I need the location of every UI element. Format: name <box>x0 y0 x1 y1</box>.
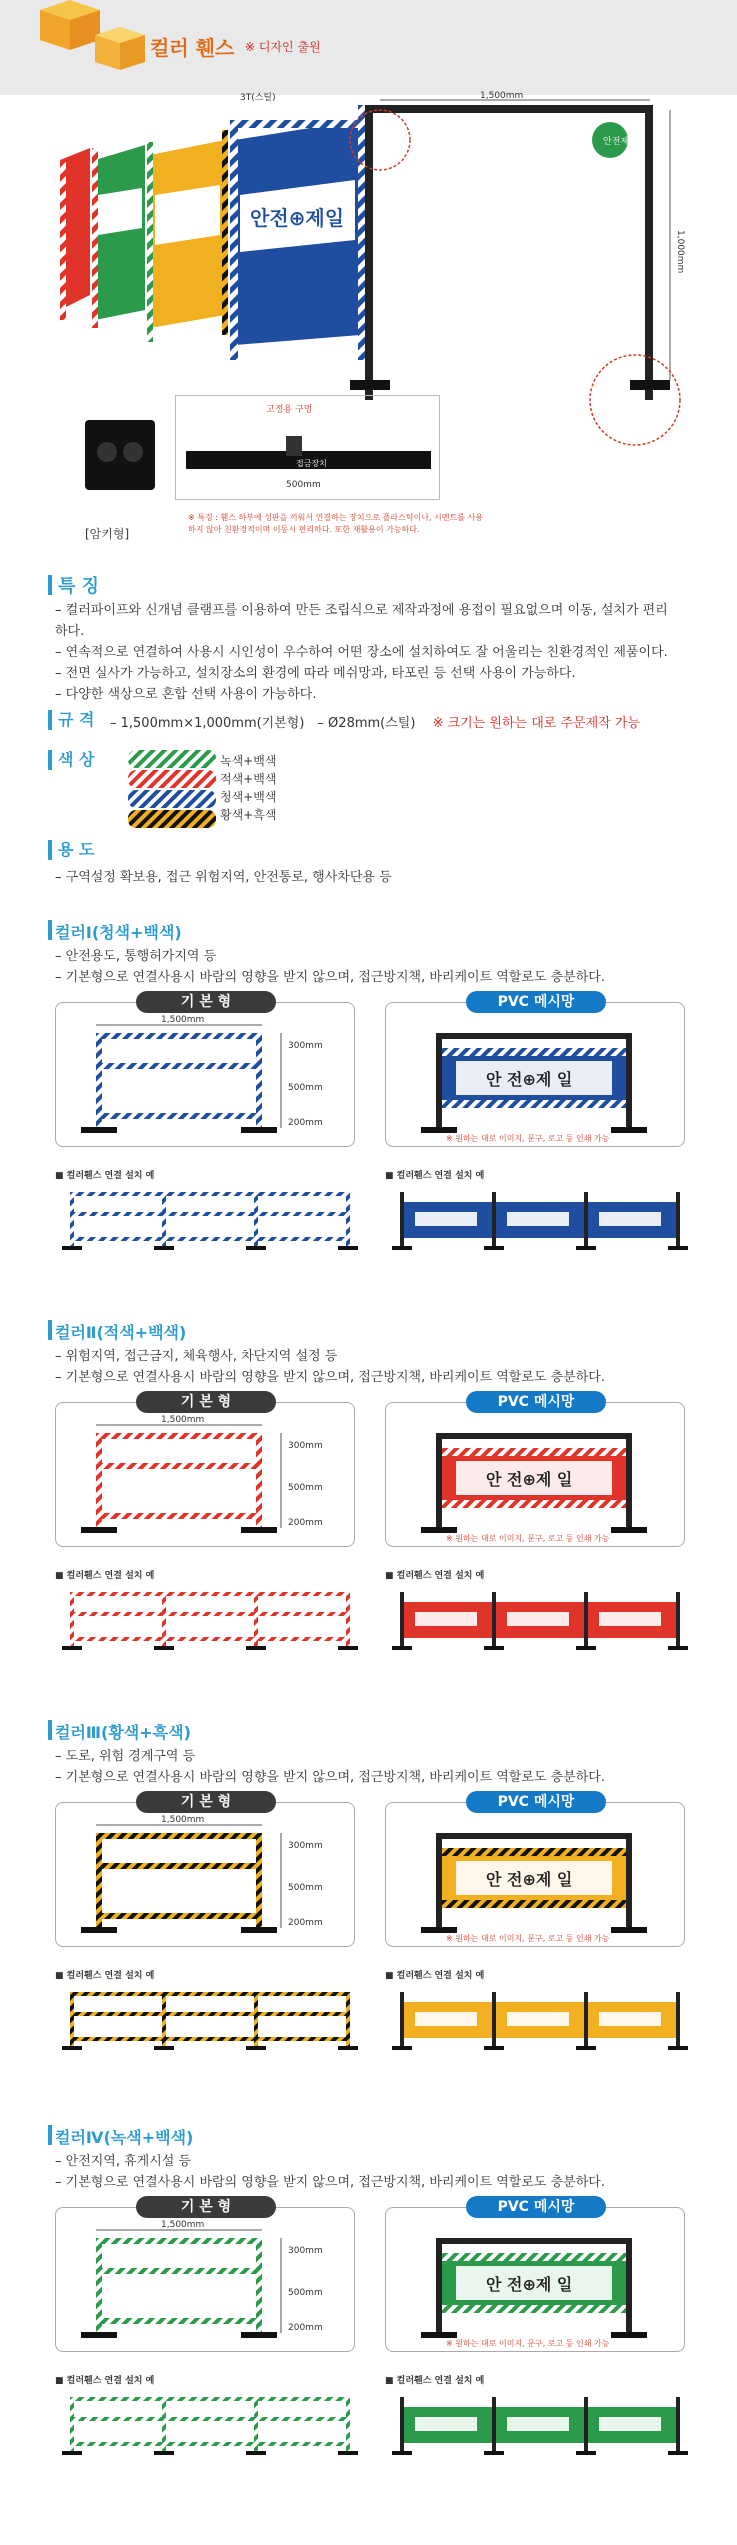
install-example-basic <box>55 1582 355 1662</box>
color-option: 적색+백색 <box>220 772 277 786</box>
color-option: 녹색+백색 <box>220 754 277 768</box>
color-title: 색 상 <box>58 750 95 769</box>
pvc-print-note: ※ 원하는 대로 이미지, 문구, 로고 등 인쇄 가능 <box>446 1534 610 1543</box>
install-caption: ■ 컬러휀스 연결 설치 예 <box>55 2376 155 2386</box>
height-label: 500mm <box>288 1083 323 1093</box>
green-fence <box>92 145 145 328</box>
bolt-hole-icon <box>123 442 143 462</box>
basic-tab: 기 본 형 <box>136 2196 276 2218</box>
install-caption: ■ 컬러휀스 연결 설치 예 <box>385 2376 485 2386</box>
color-section-title: 컬러Ⅲ(황색+흑색) <box>55 1723 191 1742</box>
yellow-fence <box>147 130 228 342</box>
pvc-sign-text: 안 전⊕제 일 <box>486 1470 573 1489</box>
install-caption: ■ 컬러휀스 연결 설치 예 <box>385 1571 485 1581</box>
fixing-label: 고정용 구멍 <box>266 405 313 415</box>
section-marker <box>48 710 52 730</box>
install-example-pvc <box>385 1582 685 1662</box>
install-example-basic <box>55 2387 355 2467</box>
color-section-desc <box>55 2151 605 2193</box>
height-label: 300mm <box>288 2246 323 2256</box>
pvc-panel <box>385 1794 685 1947</box>
blue-white-swatch <box>128 790 216 808</box>
spec-value: – 1,500mm×1,000mm(기본형) – Ø28mm(스틸) <box>110 716 416 731</box>
basic-tab: 기 본 형 <box>136 1791 276 1813</box>
install-caption: ■ 컬러휀스 연결 설치 예 <box>55 1571 155 1581</box>
page-subtitle: ※ 디자인 출원 <box>245 40 321 54</box>
spec-title: 규 격 <box>58 710 95 729</box>
section-marker <box>48 1320 52 1340</box>
pvc-sign-text: 안 전⊕제 일 <box>486 1070 573 1089</box>
basic-panel <box>55 1794 355 1947</box>
section-marker <box>48 2125 52 2145</box>
base-plate-label: [암키형] <box>85 527 130 541</box>
desc-line: – 위험지역, 접근금지, 체육행사, 차단지역 설정 등 <box>55 1349 338 1364</box>
pvc-panel <box>385 1394 685 1547</box>
height-label: 200mm <box>288 1518 323 1528</box>
width-label: 1,500mm <box>161 2220 205 2230</box>
features-list <box>55 600 675 705</box>
height-label: 200mm <box>288 2323 323 2333</box>
bolt-hole-icon <box>97 442 117 462</box>
pvc-tab: PVC 메시망 <box>466 1791 606 1813</box>
red-fence <box>60 148 90 320</box>
feature-item: – 연속적으로 연결하여 사용시 시인성이 우수하여 어떤 장소에 설치하여도 잘 어울리는 친환경적인 제품이다. <box>55 645 668 660</box>
color-swatches <box>128 750 216 830</box>
width-label: 1,500mm <box>161 1015 205 1025</box>
color-option: 청색+백색 <box>220 790 277 804</box>
height-label: 500mm <box>288 2288 323 2298</box>
blue-fence <box>230 105 366 360</box>
pvc-print-note: ※ 원하는 대로 이미지, 문구, 로고 등 인쇄 가능 <box>446 1934 610 1943</box>
base-plate-photo <box>85 420 155 490</box>
section-marker <box>48 575 52 595</box>
hero-width-label: 1,500mm <box>480 91 524 101</box>
page-title: 컬러 휀스 <box>150 36 235 60</box>
width-label: 1,500mm <box>161 1415 205 1425</box>
green-white-swatch <box>128 750 216 768</box>
red-white-swatch <box>128 770 216 788</box>
pvc-panel <box>385 2199 685 2352</box>
section-marker <box>48 1720 52 1740</box>
pvc-print-note: ※ 원하는 대로 이미지, 문구, 로고 등 인쇄 가능 <box>446 1134 610 1143</box>
section-marker <box>48 750 52 770</box>
pvc-sign-text: 안 전⊕제 일 <box>486 2275 573 2294</box>
height-label: 300mm <box>288 1441 323 1451</box>
desc-line: – 기본형으로 연결사용시 바람의 영향을 받지 않으며, 접근방지책, 바리케이트 역할로도 충분하다. <box>55 2175 605 2190</box>
height-label: 200mm <box>288 1118 323 1128</box>
hero-pipe-label: 3T(스틸) <box>240 93 276 103</box>
pvc-panel <box>385 994 685 1147</box>
install-caption: ■ 컬러휀스 연결 설치 예 <box>385 1171 485 1181</box>
height-label: 500mm <box>288 1483 323 1493</box>
hero-badge-text: 안전제일 <box>603 137 638 147</box>
post-stub <box>286 436 302 456</box>
cubes-logo-icon <box>0 0 150 95</box>
usage-text: – 구역설정 확보용, 접근 위험지역, 안전통로, 행사차단용 등 <box>55 870 392 885</box>
section-marker <box>48 920 52 940</box>
feature-item: – 전면 실사가 가능하고, 설치장소의 환경에 따라 메쉬망과, 타포린 등 선택 사용이 가능하다. <box>55 666 576 681</box>
feature-item: – 컬러파이프와 신개념 클램프를 이용하여 만든 조립식으로 제작과정에 용접이 필요없으며 이동, 설치가 편리하다. <box>55 603 668 639</box>
color-section-title: 컬러Ⅳ(녹색+백색) <box>55 2128 194 2147</box>
desc-line: – 기본형으로 연결사용시 바람의 영향을 받지 않으며, 접근방지책, 바리케이트 역할로도 충분하다. <box>55 1370 605 1385</box>
install-example-pvc <box>385 1182 685 1262</box>
spec-row <box>110 712 640 731</box>
color-section-desc <box>55 1746 605 1788</box>
hero-sign-text: 안전⊕제일 <box>250 206 345 230</box>
desc-line: – 기본형으로 연결사용시 바람의 영향을 받지 않으며, 접근방지책, 바리케이트 역할로도 충분하다. <box>55 1770 605 1785</box>
pvc-tab: PVC 메시망 <box>466 1391 606 1413</box>
header-banner <box>0 0 737 95</box>
pvc-tab: PVC 메시망 <box>466 991 606 1013</box>
pvc-sign-text: 안 전⊕제 일 <box>486 1870 573 1889</box>
install-caption: ■ 컬러휀스 연결 설치 예 <box>55 1171 155 1181</box>
features-title: 특 징 <box>58 576 100 597</box>
height-label: 300mm <box>288 1841 323 1851</box>
desc-line: – 기본형으로 연결사용시 바람의 영향을 받지 않으며, 접근방지책, 바리케이트 역할로도 충분하다. <box>55 970 605 985</box>
pvc-print-note: ※ 원하는 대로 이미지, 문구, 로고 등 인쇄 가능 <box>446 2339 610 2348</box>
feature-item: – 다양한 색상으로 혼합 선택 사용이 가능하다. <box>55 687 317 702</box>
basic-panel <box>55 1394 355 1547</box>
height-label: 300mm <box>288 1041 323 1051</box>
desc-line: – 안전용도, 통행허가지역 등 <box>55 949 217 964</box>
color-section-desc <box>55 946 605 988</box>
basic-panel <box>55 994 355 1147</box>
yellow-black-swatch <box>128 810 216 828</box>
pvc-tab: PVC 메시망 <box>466 2196 606 2218</box>
desc-line: – 도로, 위험 경계구역 등 <box>55 1749 196 1764</box>
basic-tab: 기 본 형 <box>136 991 276 1013</box>
color-section-title: 컬러Ⅱ(적색+백색) <box>55 1323 187 1342</box>
base-plate-diagram <box>175 395 440 500</box>
install-example-pvc <box>385 2387 685 2467</box>
section-marker <box>48 840 52 860</box>
basic-tab: 기 본 형 <box>136 1391 276 1413</box>
install-example-basic <box>55 1182 355 1262</box>
color-section-title: 컬러Ⅰ(청색+백색) <box>55 923 182 942</box>
spec-note: ※ 크기는 원하는 대로 주문제작 가능 <box>432 716 640 731</box>
install-caption: ■ 컬러휀스 연결 설치 예 <box>55 1971 155 1981</box>
desc-line: – 안전지역, 휴게시설 등 <box>55 2154 192 2169</box>
color-options <box>220 752 276 824</box>
base-width-label: 500mm <box>286 480 321 490</box>
hero-height-label: 1,000mm <box>675 230 685 274</box>
feature-note: ※ 특징 : 휀스 하부에 성판을 끼워서 연결하는 장치으로 플라스틱이나, 시멘트를 사용하지 않아 친환경적이며 이동시 편리하다. 또한 재활용이 가능하다. <box>188 513 483 534</box>
joint-label: 접금장치 <box>296 459 327 468</box>
width-label: 1,500mm <box>161 1815 205 1825</box>
usage-title: 용 도 <box>58 840 95 859</box>
color-option: 황색+흑색 <box>220 808 277 822</box>
height-label: 200mm <box>288 1918 323 1928</box>
height-label: 500mm <box>288 1883 323 1893</box>
color-section-desc <box>55 1346 605 1388</box>
install-example-pvc <box>385 1982 685 2062</box>
install-example-basic <box>55 1982 355 2062</box>
install-caption: ■ 컬러휀스 연결 설치 예 <box>385 1971 485 1981</box>
basic-panel <box>55 2199 355 2352</box>
